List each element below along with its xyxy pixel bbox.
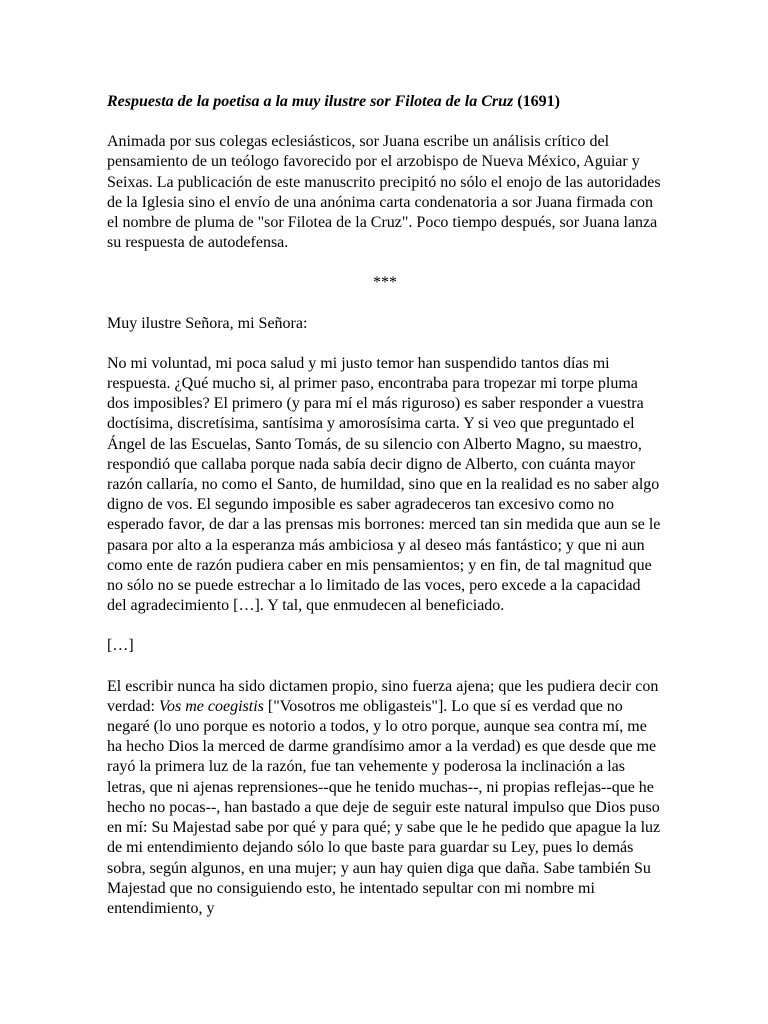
- salutation: Muy ilustre Señora, mi Señora:: [107, 314, 308, 332]
- document-title: [107, 92, 663, 112]
- body-paragraph-1: No mi voluntad, mi poca salud y mi justo temor han suspendido tantos días mi respuesta. ¿Qué mucho si, al primer paso, encontraba para tropezar mi torpe pluma dos imposibles? El primero (y para mí el más riguroso) es saber responder a vuestra doctísima, discretísima, santísima y amorosísima carta. Y si veo que preguntado el Ángel de las Escuelas, Santo Tomás, de su silencio con Alberto Magno, su maestro, respondió que callaba porque nada sabía decir digno de Alberto, con cuánta mayor razón callaría, no como el Santo, de humildad, sino que en la realidad es no saber algo digno de vos. El segundo imposible es saber agradeceros tan excesivo como no esperado favor, de dar a las prensas mis borrones: merced tan sin medida que aun se le pasara por alto a la esperanza más ambiciosa y al deseo más fantástico; y que ni aun como ente de razón pudiera caber en mis pensamientos; y en fin, de tal magnitud que no sólo no se puede estrechar a lo limitado de las voces, pero excede a la capacidad del agradecimiento […]. Y tal, que enmudecen al beneficiado.: [107, 354, 661, 615]
- latin-quote: Vos me coegistis: [158, 697, 264, 715]
- body-paragraph-2: [107, 677, 663, 919]
- paragraph2-rest: ["Vosotros me obligasteis"]. Lo que sí es verdad que no negaré (lo uno porque es notorio a todos, y lo otro porque, aunque sea contra mí, me ha hecho Dios la merced de darme grandísimo amor a la verdad) es que desde que me rayó la primera luz de la razón, fue tan vehemente y poderosa la inclinación a las letras, que ni ajenas reprensiones--que he tenido muchas--, ni propias reflejas--que he hecho no pocas--, han bastado a que deje de seguir este natural impulso que Dios puso en mí: Su Majestad sabe por qué y para qué; y sabe que le he pedido que apague la luz de mi entendimiento dejando sólo lo que baste para guardar su Ley, pues lo demás sobra, según algunos, en una mujer; y aun hay quien diga que daña. Sabe también Su Majestad que no consiguiendo esto, he intentado sepultar con mi nombre mi entendimiento, y: [107, 697, 661, 917]
- title-italic: Respuesta de la poetisa a la muy ilustre sor Filotea de la Cruz: [107, 93, 514, 110]
- intro-paragraph: Animada por sus colegas eclesiásticos, sor Juana escribe un análisis crítico del pensamiento de un teólogo favorecido por el arzobispo de Nueva México, Aguiar y Seixas. La publicación de este manuscrito precipitó no sólo el enojo de las autoridades de la Iglesia sino el envío de una anónima carta condenatoria a sor Juana firmada con el nombre de pluma de "sor Filotea de la Cruz". Poco tiempo después, sor Juana lanza su respuesta de autodefensa.: [107, 133, 661, 252]
- ellipsis-marker: […]: [107, 637, 134, 655]
- document-page: [107, 92, 663, 939]
- section-separator: ***: [373, 274, 397, 292]
- paragraph2-start: El escribir nunca ha sido dictamen propio, sino fuerza ajena; que les pudiera decir con verdad:: [107, 677, 659, 715]
- title-year: (1691): [517, 93, 560, 110]
